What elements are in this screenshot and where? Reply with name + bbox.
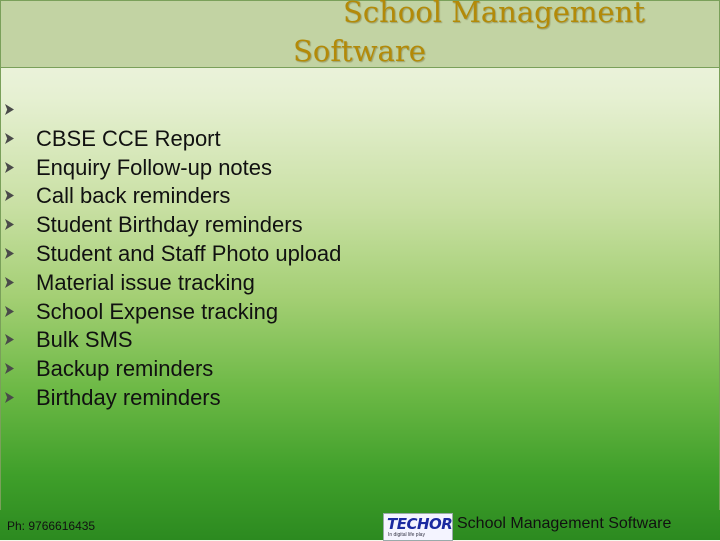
footer-title: School Management Software xyxy=(457,515,672,532)
logo-text: TECHOR xyxy=(387,515,453,533)
arrow-bullet-icon xyxy=(5,190,14,201)
company-logo xyxy=(383,513,453,541)
bullet-text: Enquiry Follow-up notes xyxy=(36,154,273,180)
bullet-item xyxy=(1,325,701,354)
arrow-bullet-icon xyxy=(5,363,14,374)
bullet-text: Student Birthday reminders xyxy=(36,212,303,238)
bullet-item xyxy=(1,383,701,412)
arrow-bullet-icon xyxy=(5,334,14,345)
logo-tagline: In digital life play xyxy=(388,532,425,538)
bullet-item xyxy=(1,239,701,268)
bullet-item xyxy=(1,181,701,210)
arrow-bullet-icon xyxy=(5,162,14,173)
bullet-item xyxy=(1,268,701,297)
bullet-text: CBSE CCE Report xyxy=(36,125,221,151)
arrow-bullet-icon xyxy=(5,133,14,144)
footer xyxy=(0,511,720,540)
arrow-bullet-icon xyxy=(5,277,14,288)
bullet-text: Material issue tracking xyxy=(36,269,255,295)
bullet-item xyxy=(1,354,701,383)
bullet-text: Call back reminders xyxy=(36,183,231,209)
arrow-bullet-icon xyxy=(5,104,14,115)
content-area xyxy=(0,67,720,510)
bullet-text: Birthday reminders xyxy=(36,385,221,410)
phone-number: Ph: 9766616435 xyxy=(7,519,96,533)
arrow-bullet-icon xyxy=(5,306,14,317)
bullet-item xyxy=(1,153,701,182)
bullet-text: Student and Staff Photo upload xyxy=(36,241,342,266)
page-title-line1: School Management xyxy=(343,0,645,29)
arrow-bullet-icon xyxy=(5,392,14,403)
bullet-item xyxy=(1,124,701,153)
bullet-item xyxy=(1,95,701,124)
arrow-bullet-icon xyxy=(5,248,14,259)
arrow-bullet-icon xyxy=(5,219,14,230)
bullet-text: Bulk SMS xyxy=(36,327,133,353)
bullet-text: School Expense tracking xyxy=(36,298,279,324)
page-title-line2: Software xyxy=(293,34,426,68)
bullet-text: Backup reminders xyxy=(36,356,214,382)
bullet-item xyxy=(1,297,701,326)
title-bar xyxy=(0,0,720,68)
bullet-item xyxy=(1,210,701,239)
